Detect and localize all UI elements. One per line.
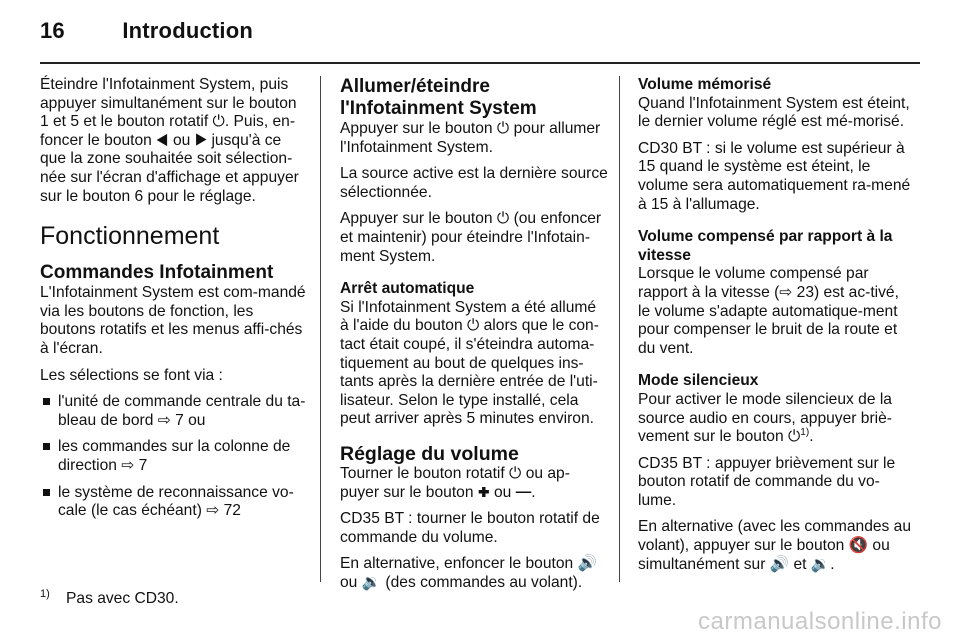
column-divider-1	[320, 76, 321, 582]
subheading-silencieux: Mode silencieux	[638, 372, 759, 390]
alternative-volume-paragraph: En alternative, enfoncer le bouton 🔊 ou 🔉 (des commandes au volant).	[340, 555, 597, 591]
list-item: l'unité de commande centrale du ta-bleau de bord ⇨ 7 ou	[40, 393, 308, 430]
source-paragraph: La source active est la dernière source sélectionnée.	[340, 165, 608, 201]
column-1	[40, 76, 308, 529]
column-divider-2	[619, 76, 620, 582]
subheading-memorise: Volume mémorisé	[638, 76, 772, 93]
cd35-mute-paragraph: CD35 BT : appuyer brièvement sur le bouton rotatif de commande du vo-lume.	[638, 454, 896, 509]
compense-paragraph: Lorsque le volume compensé par rapport à la vitesse (⇨ 23) est ac-tivé, le volume s'adapte automatique-ment pour compenser le bruit de la route et du vent.	[638, 265, 899, 357]
column-2	[340, 76, 608, 600]
bullet-square-icon	[43, 489, 50, 496]
watermark: carmanualsonline.info	[698, 608, 942, 635]
footnote-text: Pas avec CD30.	[66, 590, 179, 607]
tourner-paragraph: Tourner le bouton rotatif ⏻ ou ap-puyer sur le bouton ✚ ou ━.	[340, 464, 570, 501]
allumer-paragraph: Appuyer sur le bouton ⏻ pour allumer l'Infotainment System.	[340, 120, 601, 156]
selections-paragraph: Les sélections se font via :	[40, 366, 223, 384]
list-item: le système de reconnaissance vo-cale (le cas échéant) ⇨ 72	[40, 484, 308, 521]
intro-paragraph: Éteindre l'Infotainment System, puis appuyer simultanément sur le bouton 1 et 5 et le bouton rotatif ⏻. Puis, en-foncer le bouton ◀ ou ▶ jusqu'à ce que la zone souhaitée soit sélection-née sur l'écran d'affichage et appuyer sur le bouton 6 pour le réglage.	[40, 76, 299, 205]
bullet-square-icon	[43, 398, 50, 405]
arret-paragraph: Si l'Infotainment System a été allumé à l'aide du bouton ⏻ alors que le con-tact était coupé, il s'éteindra automa-tiquement au bout de quelques ins-tants après la dernière entrée de l'uti-lisateur. Selon le type installé, cela peut arriver après 5 minutes environ.	[340, 298, 599, 428]
column-3	[638, 76, 912, 582]
subheading-commandes: Commandes Infotainment	[40, 262, 274, 284]
subheading-reglage: Réglage du volume	[340, 442, 519, 465]
list-item: les commandes sur la colonne de direction ⇨ 7	[40, 438, 308, 475]
page-number: 16	[40, 18, 65, 43]
header-rule	[40, 62, 920, 64]
footnote-ref: 1)	[800, 426, 810, 438]
alternative-mute-paragraph: En alternative (avec les commandes au volant), appuyer sur le bouton 🔇 ou simultanément sur 🔊 et 🔉.	[638, 518, 912, 573]
footnote-number: 1)	[40, 588, 50, 600]
commandes-paragraph: L'Infotainment System est com-mandé via les boutons de fonction, les boutons rotatifs et les menus affi-chés à l'écran.	[40, 284, 306, 357]
bullet-square-icon	[43, 443, 50, 450]
subheading-allumer: Allumer/éteindre l'Infotainment System	[340, 76, 537, 119]
page-header	[40, 18, 253, 44]
silencieux-paragraph: Pour activer le mode silencieux de la source audio en cours, appuyer briè-vement sur le bouton ⏻$^{1)}$.	[638, 390, 892, 446]
cd30-paragraph: CD30 BT : si le volume est supérieur à 15 quand le système est éteint, le volume sera automatiquement ra-mené à 15 à l'allumage.	[638, 139, 911, 213]
subheading-arret: Arrêt automatique	[340, 280, 475, 298]
page-title: Introduction	[122, 18, 254, 43]
section-heading-fonctionnement: Fonctionnement	[40, 222, 220, 251]
subheading-compense: Volume compensé par rapport à la vitesse	[638, 228, 893, 264]
enfoncer-paragraph: Appuyer sur le bouton ⏻ (ou enfoncer et maintenir) pour éteindre l'Infotain-ment System.	[340, 210, 602, 265]
selections-list	[40, 393, 308, 521]
cd35-volume-paragraph: CD35 BT : tourner le bouton rotatif de commande du volume.	[340, 510, 600, 546]
memorise-paragraph: Quand l'Infotainment System est éteint, le dernier volume réglé est mé-morisé.	[638, 94, 910, 131]
